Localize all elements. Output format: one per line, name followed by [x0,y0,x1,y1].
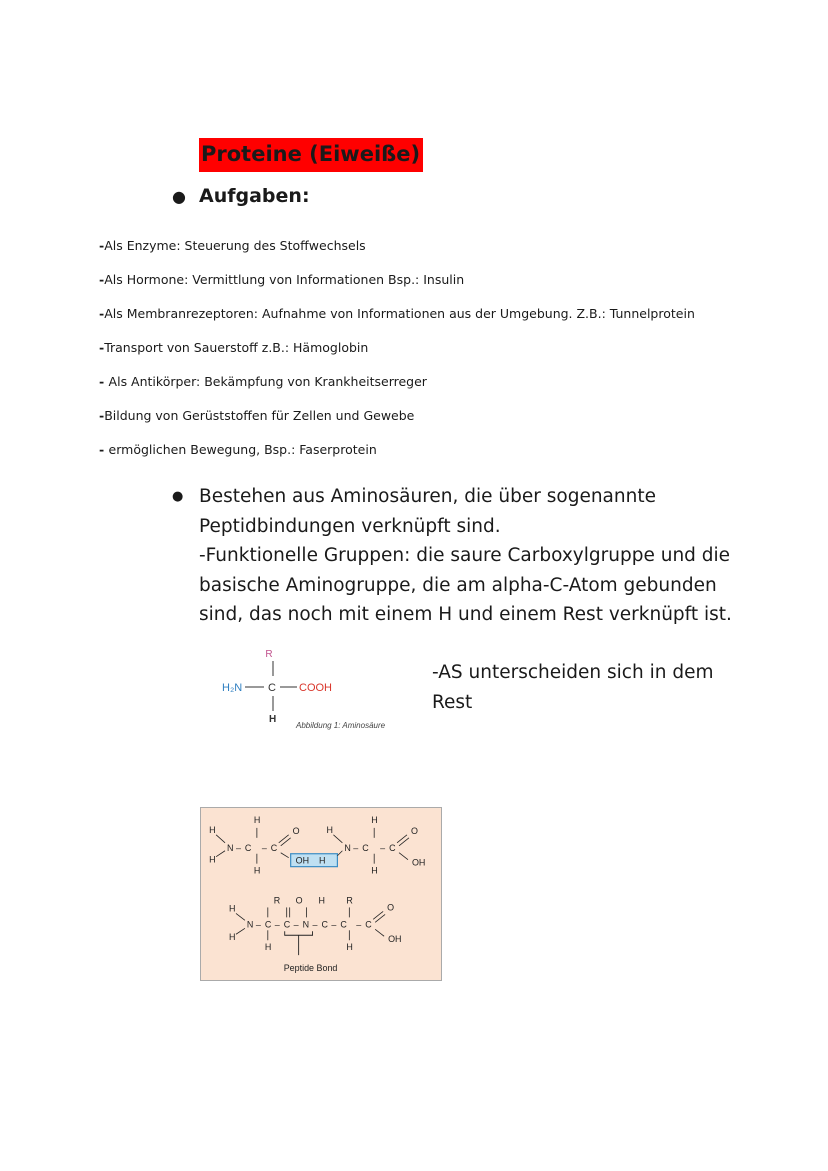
figure-caption: Abbildung 1: Aminosäure [296,721,386,730]
dash-icon: - [99,408,105,423]
paragraph-line: -Funktionelle Gruppen: die saure Carboxylgruppe und die [199,545,731,566]
svg-text:R: R [273,895,281,906]
paragraph-line: Bestehen aus Aminosäuren, die über sogenannte [199,486,656,507]
svg-text:–: – [331,919,337,930]
svg-text:–: – [356,919,362,930]
list-item [99,236,695,270]
svg-text:C: C [244,842,252,853]
svg-text:O: O [410,825,418,836]
paragraph-line: Peptidbindungen verknüpft sind. [199,515,501,537]
svg-text:C: C [321,919,328,930]
svg-text:O: O [295,895,303,906]
list-item-text: Als Enzyme: Steuerung des Stoffwechsels [104,238,366,253]
peptide-bond-label: Peptide Bond [283,963,338,974]
heading-label: Aufgaben [199,185,302,207]
svg-text:H: H [209,854,216,865]
side-note-line: Rest [432,692,473,713]
paragraph-line: sind, das noch mit einem H und einem Rest verknüpft ist. [199,604,732,625]
svg-text:H: H [326,824,333,835]
dash-icon: - [99,442,109,457]
amine-label: H₂N [222,682,243,694]
svg-text:H: H [209,824,216,835]
list-item [99,406,695,440]
residue-label: R [265,649,273,660]
svg-text:H: H [346,942,353,953]
list-item-text: Als Antikörper: Bekämpfung von Krankheitserreger [108,374,427,389]
svg-text:–: – [353,842,359,853]
svg-text:–: – [255,919,261,930]
svg-text:H: H [371,814,378,825]
svg-text:H: H [371,865,378,876]
list-item-text: Als Membranrezeptoren: Aufnahme von Informationen aus der Umgebung. Z.B.: Tunnelprotein [104,306,695,321]
svg-text:–: – [261,842,267,853]
svg-text:O: O [292,825,300,836]
list-item-text: ermöglichen Bewegung, Bsp.: Faserprotein [108,442,377,457]
structure-paragraph [172,482,772,630]
amino-acid-figure [215,645,420,740]
heading-colon: : [301,185,310,207]
page-title: Proteine (Eiweiße) [199,138,423,172]
svg-text:C: C [264,919,272,930]
svg-text:OH: OH [388,934,402,945]
alpha-carbon-label: C [268,682,276,694]
list-item [99,372,695,406]
side-note [432,658,752,718]
peptide-bond-diagram [201,808,440,979]
svg-text:H: H [229,903,236,914]
hydrogen-label: H [269,714,277,725]
list-item-text: Als Hormone: Vermittlung von Informationen Bsp.: Insulin [104,272,465,287]
list-item-text: Transport von Sauerstoff z.B.: Hämoglobin [104,340,369,355]
svg-text:–: – [274,919,280,930]
svg-text:R: R [346,895,353,906]
svg-text:–: – [312,919,318,930]
svg-text:C: C [389,842,396,853]
svg-text:C: C [270,842,278,853]
svg-text:OH: OH [411,857,426,868]
list-item [99,304,695,338]
carboxyl-label: COOH [299,682,332,694]
svg-text:C: C [365,919,372,930]
svg-text:N: N [246,919,254,930]
dash-icon: - [99,340,105,355]
side-note-line: -AS unterscheiden sich in dem [432,662,714,683]
svg-text:C: C [283,919,291,930]
water-highlight-label: OH H [295,855,326,866]
svg-text:O: O [387,902,395,913]
dash-icon: - [99,306,105,321]
svg-text:H: H [264,942,272,953]
section-heading [172,182,310,211]
svg-text:C: C [340,919,347,930]
list-item [99,440,695,474]
dash-icon: - [99,374,109,389]
task-list [99,236,695,474]
svg-text:H: H [229,932,236,943]
svg-text:H: H [253,814,261,825]
bullet-icon: ● [172,489,184,504]
svg-text:N: N [344,842,351,853]
svg-text:–: – [293,919,299,930]
peptide-bond-figure [200,807,442,981]
list-item-text: Bildung von Gerüststoffen für Zellen und Gewebe [104,408,415,423]
svg-text:C: C [362,842,369,853]
svg-text:H: H [318,895,325,906]
svg-text:N: N [227,842,234,853]
dash-icon: - [99,272,105,287]
dash-icon: - [99,238,105,253]
svg-text:N: N [302,919,310,930]
list-item [99,270,695,304]
svg-text:–: – [235,842,241,853]
paragraph-line: basische Aminogruppe, die am alpha-C-Atom gebunden [199,574,717,596]
svg-text:H: H [253,865,261,876]
list-item [99,338,695,372]
bullet-icon: ● [172,187,186,206]
svg-text:–: – [380,842,386,853]
